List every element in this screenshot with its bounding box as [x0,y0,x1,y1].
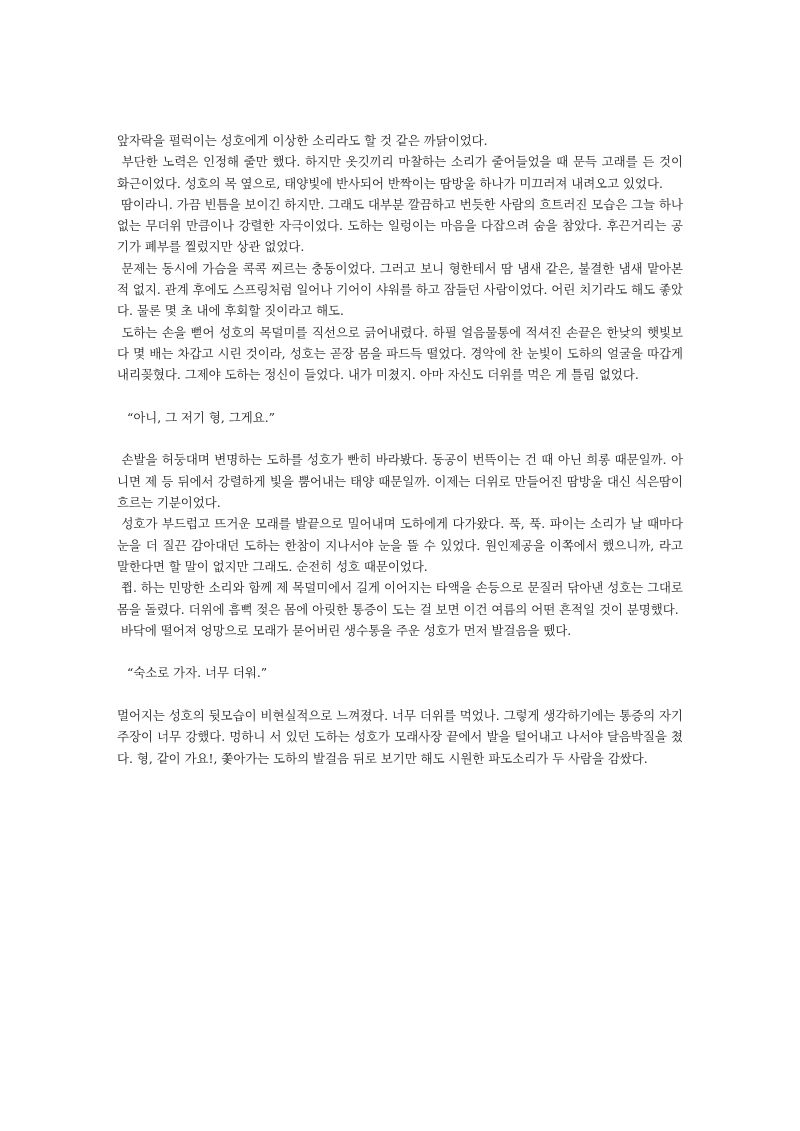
blank-line [117,684,683,705]
paragraph: 앞자락을 펄럭이는 성호에게 이상한 소리라도 할 것 같은 까닭이었다. [117,133,488,148]
paragraph: 부단한 노력은 인정해 줄만 했다. 하지만 옷깃끼리 마찰하는 소리가 줄어들었을 때 문득 고래를 든 것이 화근이었다. 성호의 목 옆으로, 태양빛에 반사되어 반짝이는 땀방울 하나가 미끄러져 내려오고 있었다. [117,154,687,191]
dialogue-line: “아니, 그 저기 형, 그게요.” [127,409,275,425]
paragraph: 바닥에 떨어져 엉망으로 모래가 묻어버린 생수통을 주운 성호가 먼저 발걸음을 뗐다. [117,622,572,638]
blank-line [117,641,683,662]
paragraph: 문제는 동시에 가슴을 콕콕 찌르는 충동이었다. 그러고 보니 형한테서 땀 냄새 같은, 불결한 냄새 맡아본 적 없지. 관계 후에도 스프링처럼 일어나 기어이 샤워를 하고 잠들던 사람이었다. 어린 치기라도 해도 좋았다. 물론 몇 초 내에 후회할 짓이라고 해도. [117,260,687,319]
blank-line [117,386,683,407]
paragraph: 쮭. 하는 민망한 소리와 함께 제 목덜미에서 길게 이어지는 타액을 손등으로 문질러 닦아낸 성호는 그대로 몸을 돌렸다. 더위에 흠뻑 젖은 몸에 아릿한 통증이 도는 걸 보면 이건 여름의 어떤 흔적일 것이 분명했다. [117,580,687,617]
paragraph: 도하는 손을 뻗어 성호의 목덜미를 직선으로 긁어내렸다. 하필 얼음물통에 적셔진 손끝은 한낮의 햇빛보다 몇 배는 차갑고 시린 것이라, 성호는 곧장 몸을 파드득 떨었다. 경악에 찬 눈빛이 도하의 얼굴을 따갑게 내리꽂혔다. 그제야 도하는 정신이 들었다. 내가 미쳤지. 아마 자신도 더위를 먹은 게 틀림 없었다. [117,324,687,383]
paragraph: 멀어지는 성호의 뒷모습이 비현실적으로 느껴졌다. 너무 더위를 먹었나. 그렇게 생각하기에는 통증의 자기주장이 너무 강했다. 멍하니 서 있던 도하는 성호가 모래사장 끝에서 발을 털어내고 나서야 달음박질을 쳤다. 형, 같이 가요!, 쫓아가는 도하의 발걸음 뒤로 보기만 해도 시원한 파도소리가 두 사람을 감쌌다. [117,708,683,766]
blank-line [117,428,683,449]
dialogue-line: “숙소로 가자. 너무 더워.” [127,665,268,681]
story-body [117,130,687,769]
paragraph: 성호가 부드럽고 뜨거운 모래를 발끝으로 밀어내며 도하에게 다가왔다. 푹, 푹. 파이는 소리가 날 때마다 눈을 더 질끈 감아대던 도하는 한참이 지나서야 눈을 뜰 수 있었다. 원인제공을 이쪽에서 했으니까, 라고 말한다면 할 말이 없지만 그래도. 순전히 성호 때문이었다. [117,516,687,574]
paragraph: 손발을 허둥대며 변명하는 도하를 성호가 빤히 바라봤다. 동공이 번뜩이는 건 때 아닌 희롱 때문일까. 아니면 제 등 뒤에서 강렬하게 빛을 뿜어내는 태양 때문일까. 이제는 더위로 만들어진 땀방울 대신 식은땀이 흐르는 기분이었다. [117,452,687,511]
paragraph: 땀이라니. 가끔 빈틈을 보이긴 하지만. 그래도 대부분 깔끔하고 번듯한 사람의 흐트러진 모습은 그늘 하나 없는 무더위 만큼이나 강렬한 자극이었다. 도하는 일렁이는 마음을 다잡으려 숨을 참았다. 후끈거리는 공기가 폐부를 찔렀지만 상관 없었다. [117,196,687,255]
